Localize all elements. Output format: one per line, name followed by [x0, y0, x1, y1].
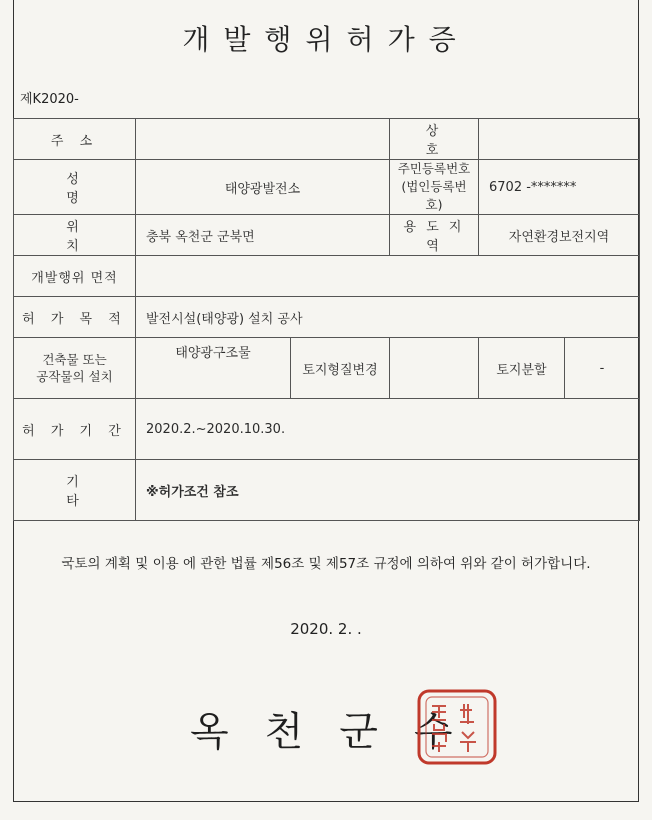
building-label — [14, 338, 136, 399]
permit-form-table — [13, 118, 640, 521]
address-label: 주 소 — [14, 119, 136, 160]
purpose-label: 허 가 목 적 — [14, 297, 136, 338]
trade-name-label: 상 호 — [390, 119, 479, 160]
building-value: 태양광구조물 — [136, 338, 291, 399]
purpose-value: 발전시설(태양광) 설치 공사 — [136, 297, 640, 338]
land-change-label: 토지형질변경 — [291, 338, 390, 399]
building-label-line1: 건축물 또는 — [42, 352, 107, 367]
location-value: 충북 옥천군 군북면 — [136, 215, 390, 256]
name-label: 성 명 — [14, 160, 136, 215]
permit-statement: 국토의 계획 및 이용 에 관한 법률 제56조 및 제57조 규정에 의하여 위와 같이 허가합니다. — [61, 556, 591, 572]
id-number-label-line1: 주민등록번호 — [397, 161, 471, 176]
row-building — [14, 338, 640, 399]
document-title: 개발행위허가증 — [182, 23, 470, 56]
row-area — [14, 256, 640, 297]
address-value — [136, 119, 390, 160]
official-seal-icon — [416, 688, 498, 766]
issue-date: 2020. 2. . — [290, 620, 362, 638]
etc-label: 기 타 — [14, 460, 136, 521]
area-value — [136, 256, 640, 297]
row-etc — [14, 460, 640, 521]
id-number-label-line2: (법인등록번호) — [401, 179, 467, 212]
zone-value: 자연환경보전지역 — [479, 215, 640, 256]
document-number: 제K2020- — [20, 92, 79, 107]
row-location — [14, 215, 640, 256]
zone-label: 용 도 지 역 — [390, 215, 479, 256]
land-split-label: 토지분할 — [479, 338, 565, 399]
id-number-label — [390, 160, 479, 215]
etc-value: ※허가조건 참조 — [136, 460, 640, 521]
row-purpose — [14, 297, 640, 338]
trade-name-value — [479, 119, 640, 160]
id-number-value: 6702 -******* — [479, 160, 640, 215]
row-period — [14, 399, 640, 460]
name-value: 태양광발전소 — [136, 160, 390, 215]
row-address — [14, 119, 640, 160]
issuer-name: 옥천군수 — [190, 709, 489, 755]
row-name — [14, 160, 640, 215]
location-label: 위 치 — [14, 215, 136, 256]
period-label: 허 가 기 간 — [14, 399, 136, 460]
period-value: 2020.2.~2020.10.30. — [136, 399, 640, 460]
building-label-line2: 공작물의 설치 — [36, 369, 113, 384]
land-change-value — [390, 338, 479, 399]
area-label: 개발행위 면적 — [14, 256, 136, 297]
land-split-value: - — [565, 338, 640, 399]
